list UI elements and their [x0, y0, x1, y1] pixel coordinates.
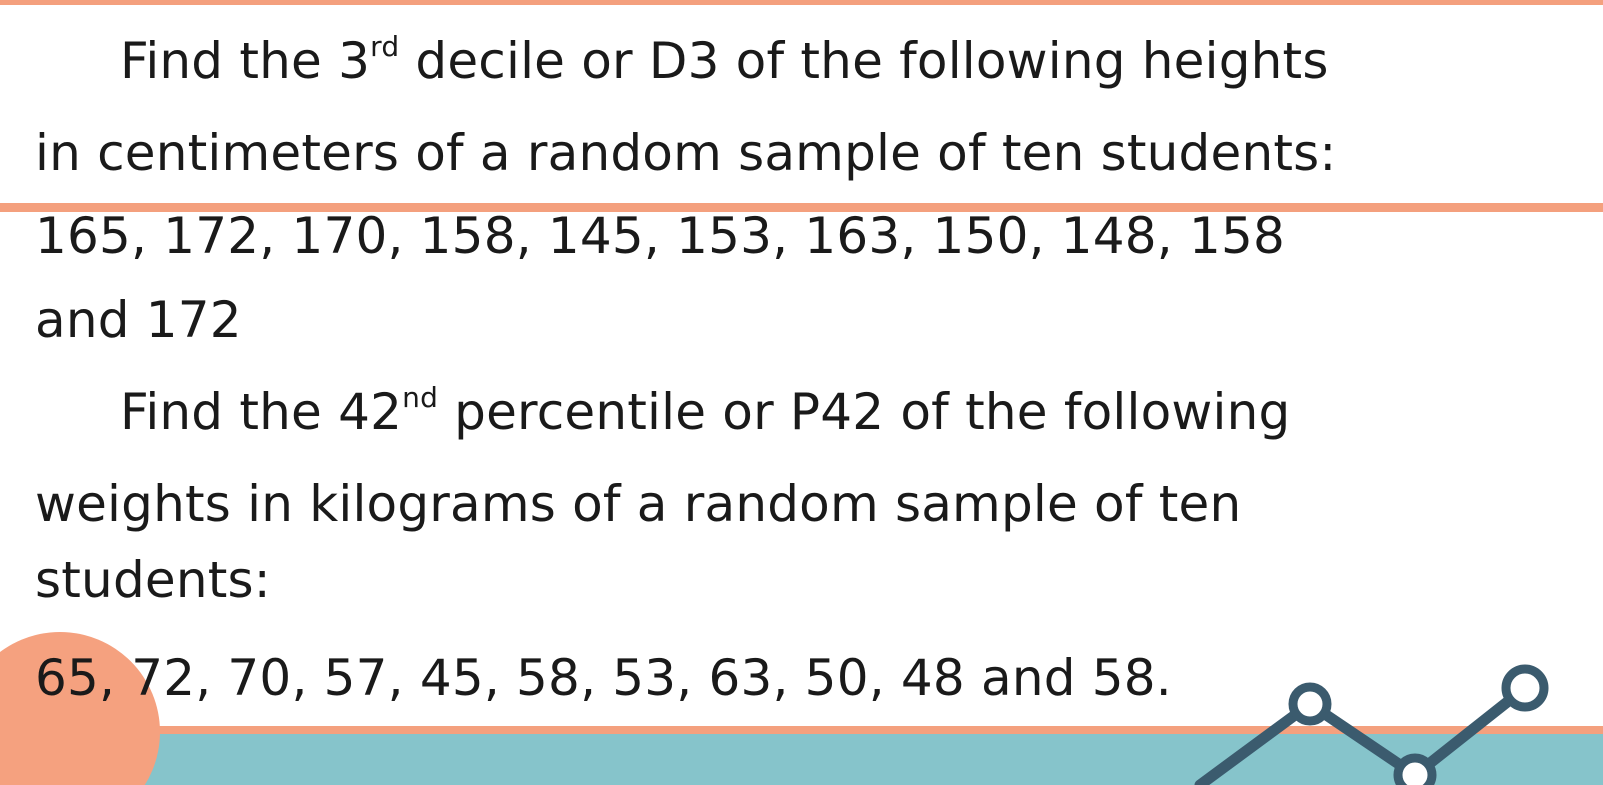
problem2-line1 [120, 382, 1290, 442]
problem2-ordinal-suffix: nd [402, 381, 439, 414]
problem2-ordinal-number: 42 [338, 383, 403, 441]
problem2-line3: students: [35, 551, 271, 609]
top-accent-band [0, 0, 1603, 5]
problem2-line1-rest: percentile or P42 of the following [438, 383, 1291, 441]
problem1-ordinal-number: 3 [338, 32, 371, 90]
problem2-find-the: Find the [120, 383, 322, 441]
problem1-data-line1: 165, 172, 170, 158, 145, 153, 163, 150, 148, 158 [35, 207, 1286, 265]
problem1-find-the: Find the [120, 32, 322, 90]
line-chart-icon [1180, 660, 1603, 785]
problem2-line2: weights in kilograms of a random sample of ten [35, 475, 1242, 533]
problem2-data-line: 65, 72, 70, 57, 45, 58, 53, 63, 50, 48 and 58. [35, 649, 1172, 707]
problem1-line2: in centimeters of a random sample of ten students: [35, 124, 1337, 182]
problem1-line1 [120, 31, 1329, 91]
problem1-line1-rest: decile or D3 of the following heights [399, 32, 1329, 90]
problem1-data-line2: and 172 [35, 291, 242, 349]
problem1-ordinal-suffix: rd [370, 30, 400, 63]
